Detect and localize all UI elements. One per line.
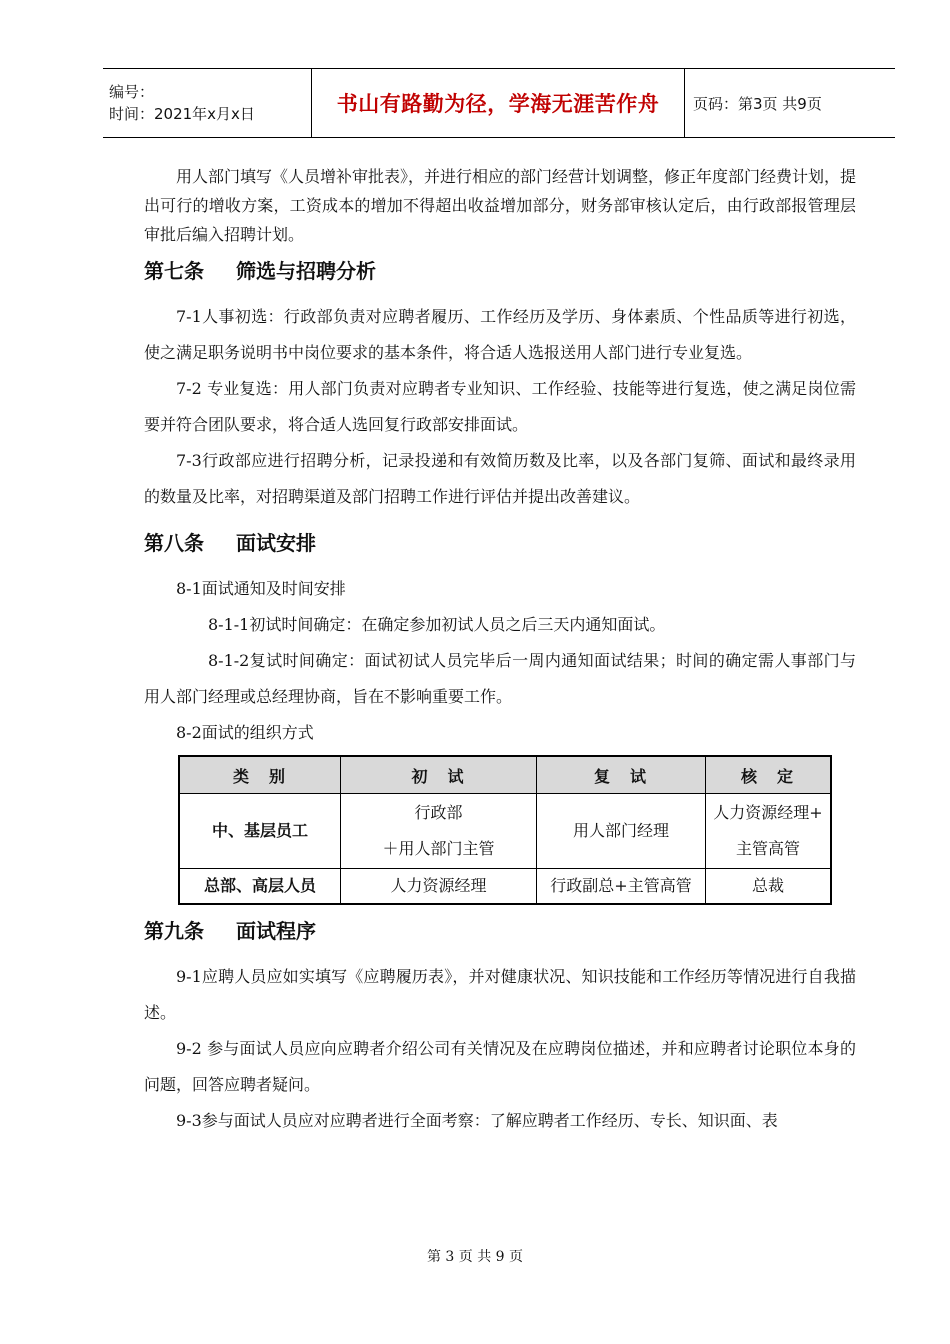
row2-approval: 总裁	[706, 869, 832, 905]
paragraph-9-2: 9-2 参与面试人员应向应聘者介绍公司有关情况及在应聘岗位描述，并和应聘者讨论职位本身的问题，回答应聘者疑问。	[144, 1039, 856, 1094]
row2-second-interview: 行政副总+主管高管	[537, 869, 706, 905]
header-page-code: 页码：第3页 共9页	[693, 94, 822, 113]
document-body	[144, 162, 856, 1139]
paragraph-8-1: 8-1面试通知及时间安排	[176, 579, 346, 598]
row1-first-interview	[341, 794, 537, 869]
paragraph-8-1-2: 8-1-2复试时间确定：面试初试人员完毕后一周内通知面试结果；时间的确定需人事部门与用人部门经理或总经理协商，旨在不影响重要工作。	[144, 651, 856, 706]
row2-category: 总部、高层人员	[179, 869, 341, 905]
row1-first-line1: 行政部	[414, 803, 463, 822]
paragraph-7-2: 7-2 专业复选：用人部门负责对应聘者专业知识、工作经验、技能等进行复选，使之满足岗位需要并符合团队要求，将合适人选回复行政部安排面试。	[144, 379, 856, 434]
section-8-number: 第八条	[144, 531, 204, 555]
row2-first-interview: 人力资源经理	[341, 869, 537, 905]
col-header-first-interview: 初 试	[341, 756, 537, 794]
col-header-approval: 核 定	[706, 756, 832, 794]
section-8-heading	[144, 523, 856, 563]
table-header-row	[179, 756, 831, 794]
paragraph-7-1: 7-1人事初选：行政部负责对应聘者履历、工作经历及学历、身体素质、个性品质等进行初选，使之满足职务说明书中岗位要求的基本条件，将合适人选报送用人部门进行专业复选。	[144, 307, 856, 362]
col-header-category: 类 别	[179, 756, 341, 794]
paragraph-9-3: 9-3参与面试人员应对应聘者进行全面考察：了解应聘者工作经历、专长、知识面、表	[176, 1111, 778, 1130]
section-7-heading	[144, 251, 856, 291]
interview-organization-table	[178, 755, 832, 905]
row1-approval-line1: 人力资源经理+	[713, 803, 823, 822]
paragraph-7-3: 7-3行政部应进行招聘分析，记录投递和有效简历数及比率，以及各部门复筛、面试和最终录用的数量及比率，对招聘渠道及部门招聘工作进行评估并提出改善建议。	[144, 451, 856, 506]
header-meta	[103, 69, 312, 137]
section-7-number: 第七条	[144, 259, 204, 283]
row1-approval	[706, 794, 832, 869]
page-header	[103, 68, 895, 138]
time-label: 时间：2021年x月x日	[109, 105, 255, 123]
table-row	[179, 794, 831, 869]
row1-approval-line2: 主管高管	[735, 839, 800, 858]
intro-paragraph: 用人部门填写《人员增补审批表》，并进行相应的部门经营计划调整，修正年度部门经费计划，提出可行的增收方案，工资成本的增加不得超出收益增加部分，财务部审核认定后，由行政部报管理层审批后编入招聘计划。	[144, 167, 857, 244]
col-header-second-interview: 复 试	[537, 756, 706, 794]
section-8-title: 面试安排	[236, 531, 316, 555]
table-row	[179, 869, 831, 905]
section-7-title: 筛选与招聘分析	[236, 259, 376, 283]
header-motto: 书山有路勤为径，学海无涯苦作舟	[312, 69, 685, 137]
number-label: 编号：	[109, 83, 155, 101]
paragraph-9-1: 9-1应聘人员应如实填写《应聘履历表》，并对健康状况、知识技能和工作经历等情况进行自我描述。	[144, 967, 856, 1022]
row1-first-line2: ＋用人部门主管	[382, 839, 495, 858]
row1-second-interview: 用人部门经理	[537, 794, 706, 869]
section-9-number: 第九条	[144, 919, 204, 943]
section-9-title: 面试程序	[236, 919, 316, 943]
page-footer: 第 3 页 共 9 页	[426, 1249, 524, 1265]
section-9-heading	[144, 911, 856, 951]
paragraph-8-2: 8-2面试的组织方式	[176, 723, 314, 742]
row1-category: 中、基层员工	[179, 794, 341, 869]
paragraph-8-1-1: 8-1-1初试时间确定：在确定参加初试人员之后三天内通知面试。	[208, 615, 666, 634]
